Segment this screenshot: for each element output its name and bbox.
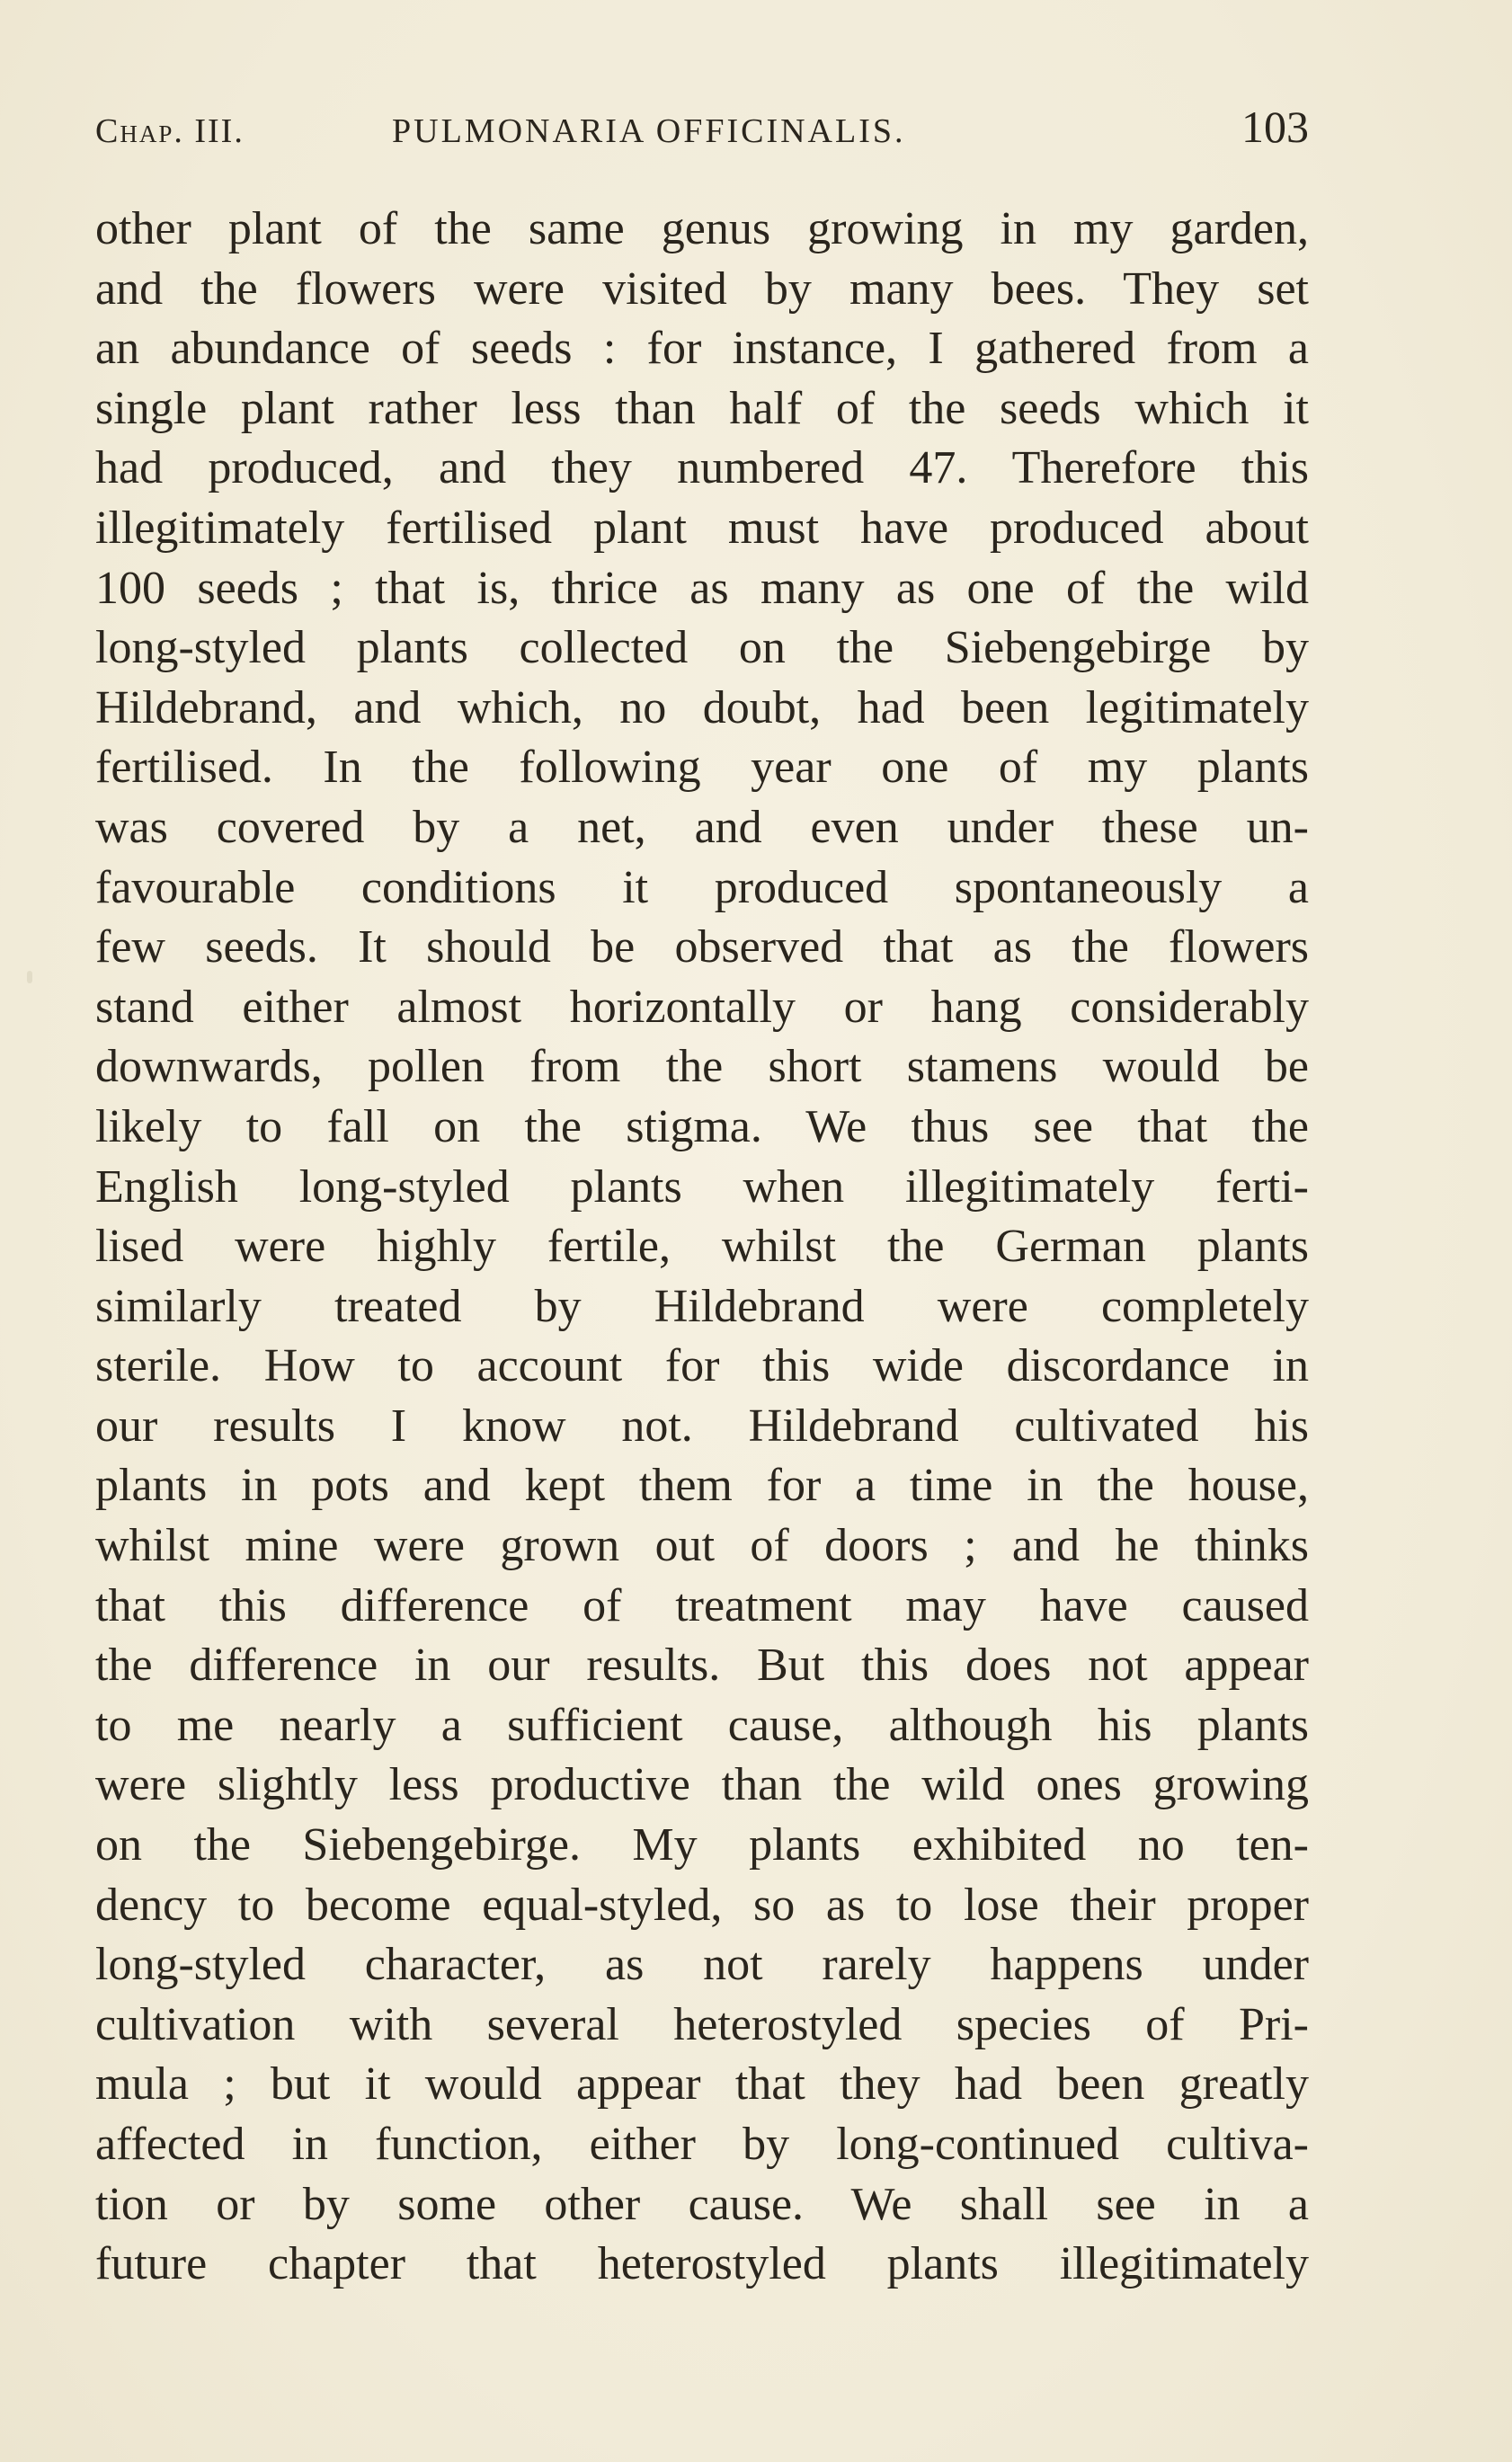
text-line: our results I know not. Hildebrand cultivated his: [95, 1400, 1309, 1452]
text-line: was covered by a net, and even under these un-: [95, 801, 1309, 853]
text-line: plants in pots and kept them for a time in the house,: [95, 1460, 1309, 1512]
text-line: tion or by some other cause. We shall see in a: [95, 2178, 1309, 2230]
text-line: English long-styled plants when illegitimately ferti-: [95, 1160, 1309, 1213]
text-line: long-styled plants collected on the Siebengebirge by: [95, 622, 1309, 674]
running-title: PULMONARIA OFFICINALIS.: [392, 112, 906, 150]
text-line: to me nearly a sufficient cause, although his plants: [95, 1699, 1309, 1751]
text-line: downwards, pollen from the short stamens would be: [95, 1041, 1309, 1093]
text-line: fertilised. In the following year one of my plants: [95, 742, 1309, 794]
text-line: dency to become equal-styled, so as to lose their proper: [95, 1879, 1309, 1931]
text-line: illegitimately fertilised plant must have produced about: [95, 502, 1309, 554]
text-line: had produced, and they numbered 47. Therefore this: [95, 442, 1309, 494]
text-line: long-styled character, as not rarely happens under: [95, 1939, 1309, 1991]
text-line: were slightly less productive than the wild ones growing: [95, 1759, 1309, 1811]
text-line: whilst mine were grown out of doors ; and he thinks: [95, 1520, 1309, 1572]
text-line: stand either almost horizontally or hang considerably: [95, 981, 1309, 1033]
text-line: affected in function, either by long-continued cultiva-: [95, 2119, 1309, 2170]
text-line: future chapter that heterostyled plants illegitimately: [95, 2238, 1309, 2290]
text-line: Hildebrand, and which, no doubt, had been legitimately: [95, 681, 1309, 733]
text-line: favourable conditions it produced spontaneously a: [95, 861, 1309, 913]
text-line: on the Siebengebirge. My plants exhibited no ten-: [95, 1819, 1309, 1871]
text-line: and the flowers were visited by many bees. They set: [95, 262, 1309, 315]
text-line: other plant of the same genus growing in my garden,: [95, 203, 1309, 254]
text-line: that this difference of treatment may have caused: [95, 1579, 1309, 1631]
text-line: likely to fall on the stigma. We thus see that the: [95, 1100, 1309, 1152]
text-line: mula ; but it would appear that they had been greatly: [95, 2058, 1309, 2111]
text-line: sterile. How to account for this wide discordance in: [95, 1340, 1309, 1392]
chapter-label: Chap. III.: [95, 112, 245, 150]
page-number: 103: [1241, 102, 1309, 152]
body-text: [95, 200, 1309, 2295]
text-line: few seeds. It should be observed that as the flowers: [95, 921, 1309, 973]
text-line: lised were highly fertile, whilst the German plants: [95, 1221, 1309, 1273]
text-line: an abundance of seeds : for instance, I gathered from a: [95, 323, 1309, 375]
paper-speck: [27, 971, 32, 983]
text-line: the difference in our results. But this does not appear: [95, 1640, 1309, 1692]
text-line: similarly treated by Hildebrand were completely: [95, 1280, 1309, 1332]
text-line: cultivation with several heterostyled species of Pri-: [95, 1998, 1309, 2050]
text-line: single plant rather less than half of the seeds which it: [95, 382, 1309, 434]
running-header: [95, 101, 1309, 155]
text-line: 100 seeds ; that is, thrice as many as one of the wild: [95, 562, 1309, 614]
